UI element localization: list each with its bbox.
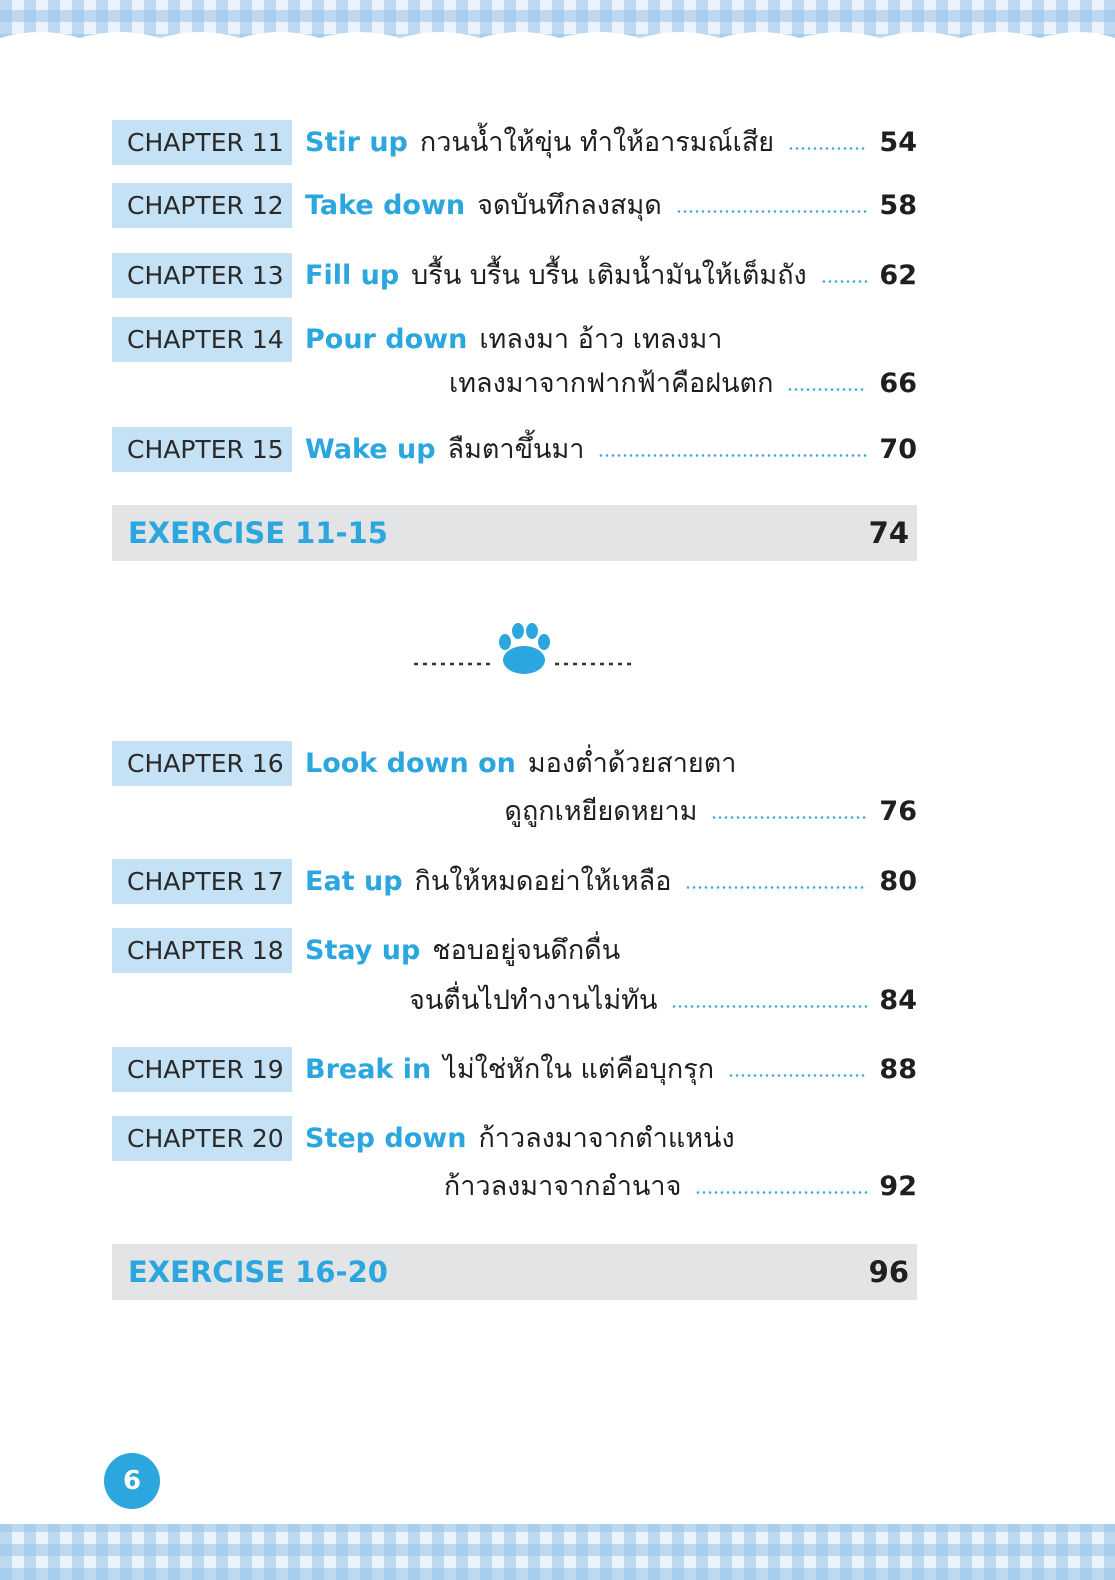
leader-dots — [728, 1074, 867, 1077]
chapter-phrase: Stir up — [305, 127, 408, 158]
chapter-phrase: Fill up — [305, 260, 400, 291]
toc-entry-exercise-11-15[interactable] — [112, 505, 917, 561]
chapter-label: CHAPTER 15 — [112, 427, 292, 472]
exercise-label: EXERCISE 16-20 — [128, 1255, 388, 1289]
exercise-label: EXERCISE 11-15 — [128, 516, 388, 550]
chapter-thai-description-line-2: เทลงมาจากฟากฟ้าคือฝนตก — [449, 368, 774, 399]
leader-dots — [788, 147, 867, 150]
leader-dots — [711, 816, 867, 819]
leader-dots — [671, 1005, 867, 1008]
chapter-label: CHAPTER 12 — [112, 183, 292, 228]
leader-dots — [676, 210, 868, 213]
leader-dots — [821, 280, 868, 283]
chapter-thai-description-line-2: จนตื่นไปทำงานไม่ทัน — [409, 985, 658, 1016]
chapter-label: CHAPTER 20 — [112, 1116, 292, 1161]
chapter-phrase: Pour down — [305, 324, 468, 355]
chapter-phrase: Step down — [305, 1123, 467, 1154]
chapter-phrase: Wake up — [305, 434, 436, 465]
chapter-phrase: Eat up — [305, 866, 403, 897]
bottom-gingham-border — [0, 1524, 1115, 1580]
chapter-page-number: 70 — [879, 434, 917, 465]
chapter-thai-description: กวนน้ำให้ขุ่น ทำให้อารมณ์เสีย — [419, 127, 775, 158]
chapter-label: CHAPTER 19 — [112, 1047, 292, 1092]
chapter-label: CHAPTER 16 — [112, 741, 292, 786]
chapter-phrase: Stay up — [305, 935, 421, 966]
exercise-page-number: 74 — [868, 516, 909, 550]
top-scallop-edge — [0, 26, 1115, 50]
chapter-page-number: 88 — [879, 1054, 917, 1085]
chapter-phrase: Look down on — [305, 748, 516, 779]
chapter-thai-description: ลืมตาขึ้นมา — [447, 434, 585, 465]
chapter-thai-description: กินให้หมดอย่าให้เหลือ — [414, 866, 672, 897]
chapter-phrase: Break in — [305, 1054, 432, 1085]
page-number-badge: 6 — [104, 1453, 160, 1509]
chapter-page-number: 92 — [879, 1171, 917, 1202]
chapter-thai-description: ชอบอยู่จนดึกดื่น — [432, 935, 621, 966]
chapter-thai-description: เทลงมา อ้าว เทลงมา — [479, 324, 723, 355]
chapter-page-number: 84 — [879, 985, 917, 1016]
chapter-page-number: 54 — [879, 127, 917, 158]
chapter-page-number: 62 — [879, 260, 917, 291]
chapter-label: CHAPTER 13 — [112, 253, 292, 298]
chapter-thai-description: มองต่ำด้วยสายตา — [527, 748, 737, 779]
leader-dots — [598, 454, 867, 457]
leader-dots — [787, 388, 867, 391]
chapter-label: CHAPTER 11 — [112, 120, 292, 165]
chapter-page-number: 80 — [879, 866, 917, 897]
chapter-label: CHAPTER 14 — [112, 317, 292, 362]
chapter-thai-description: บรื้น บรื้น บรื้น เติมน้ำมันให้เต็มถัง — [411, 260, 807, 291]
toc-entry-exercise-16-20[interactable] — [112, 1244, 917, 1300]
chapter-page-number: 58 — [879, 190, 917, 221]
chapter-thai-description: ก้าวลงมาจากตำแหน่ง — [478, 1123, 735, 1154]
paw-print-icon — [412, 620, 637, 676]
chapter-thai-description: ไม่ใช่หักใน แต่คือบุกรุก — [443, 1054, 715, 1085]
chapter-thai-description-line-2: ก้าวลงมาจากอำนาจ — [443, 1171, 682, 1202]
chapter-label: CHAPTER 17 — [112, 859, 292, 904]
exercise-page-number: 96 — [868, 1255, 909, 1289]
chapter-thai-description-line-2: ดูถูกเหยียดหยาม — [504, 796, 698, 827]
chapter-thai-description: จดบันทึกลงสมุด — [477, 190, 662, 221]
leader-dots — [685, 886, 867, 889]
chapter-page-number: 76 — [879, 796, 917, 827]
chapter-page-number: 66 — [879, 368, 917, 399]
leader-dots — [695, 1191, 867, 1194]
chapter-phrase: Take down — [305, 190, 466, 221]
chapter-label: CHAPTER 18 — [112, 928, 292, 973]
